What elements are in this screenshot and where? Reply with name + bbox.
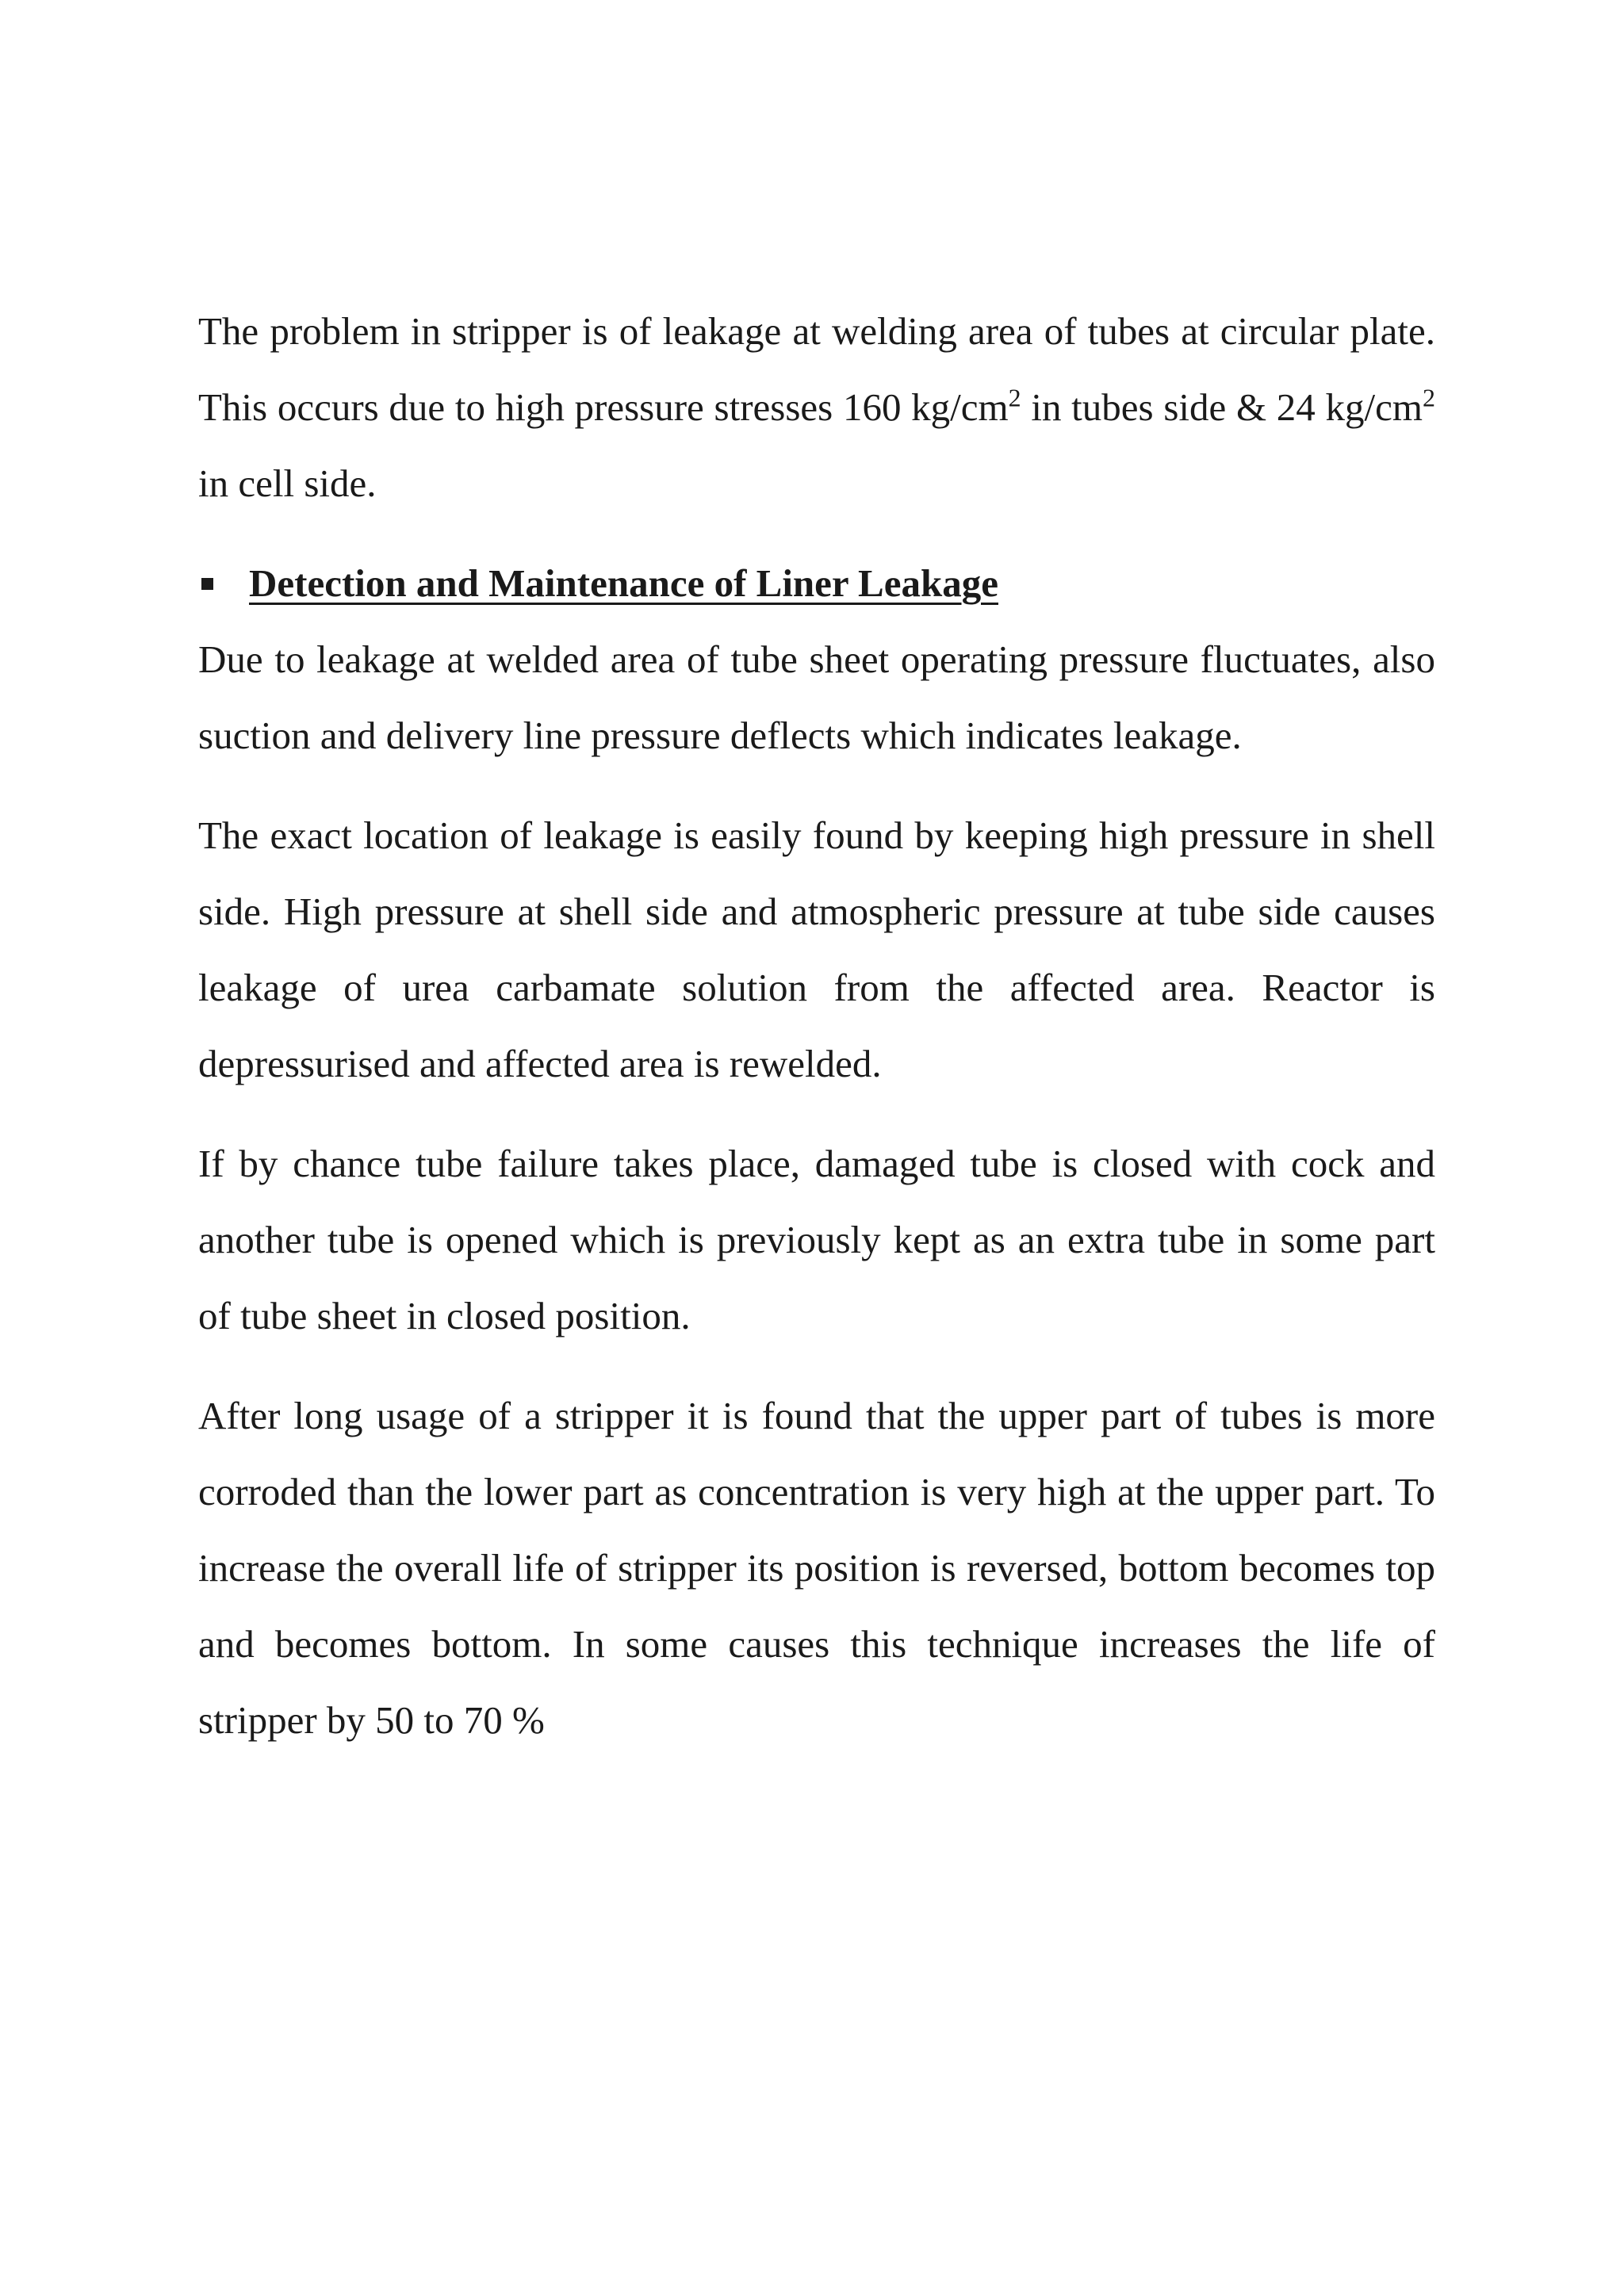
paragraph-stripper-life: After long usage of a stripper it is found that the upper part of tubes is more corroded than the lower part as concentration is very high at the upper part. To increase the overall life of stripper its position is reversed, bottom becomes top and becomes bottom. In some causes this technique increases the life of stripper by 50 to 70 %	[198, 1394, 1435, 1742]
paragraph-leakage-location: The exact location of leakage is easily found by keeping high pressure in shell side. High pressure at shell side and atmospheric pressure at tube side causes leakage of urea carbamate solution from the affected area. Reactor is depressurised and affected area is rewelded.	[198, 813, 1435, 1085]
paragraph-text: The problem in stripper is of leakage at welding area of tubes at circular plate. This occurs due to high pressure stresses 160 kg/cm	[198, 309, 1435, 429]
paragraph-stripper-problem	[198, 293, 1435, 522]
square-bullet-icon	[201, 578, 213, 590]
superscript: 2	[1008, 383, 1021, 412]
paragraph-text: in cell side.	[198, 461, 377, 505]
document-page	[198, 293, 1435, 1782]
paragraph-tube-failure: If by chance tube failure takes place, damaged tube is closed with cock and another tube is opened which is previously kept as an extra tube in some part of tube sheet in closed position.	[198, 1142, 1435, 1337]
section-heading	[198, 545, 1435, 622]
paragraph-leakage-indication: Due to leakage at welded area of tube sheet operating pressure fluctuates, also suction and delivery line pressure deflects which indicates leakage.	[198, 637, 1435, 757]
paragraph-text: in tubes side & 24 kg/cm	[1021, 385, 1423, 429]
heading-text: Detection and Maintenance of Liner Leakage	[249, 561, 998, 605]
superscript: 2	[1423, 383, 1435, 412]
